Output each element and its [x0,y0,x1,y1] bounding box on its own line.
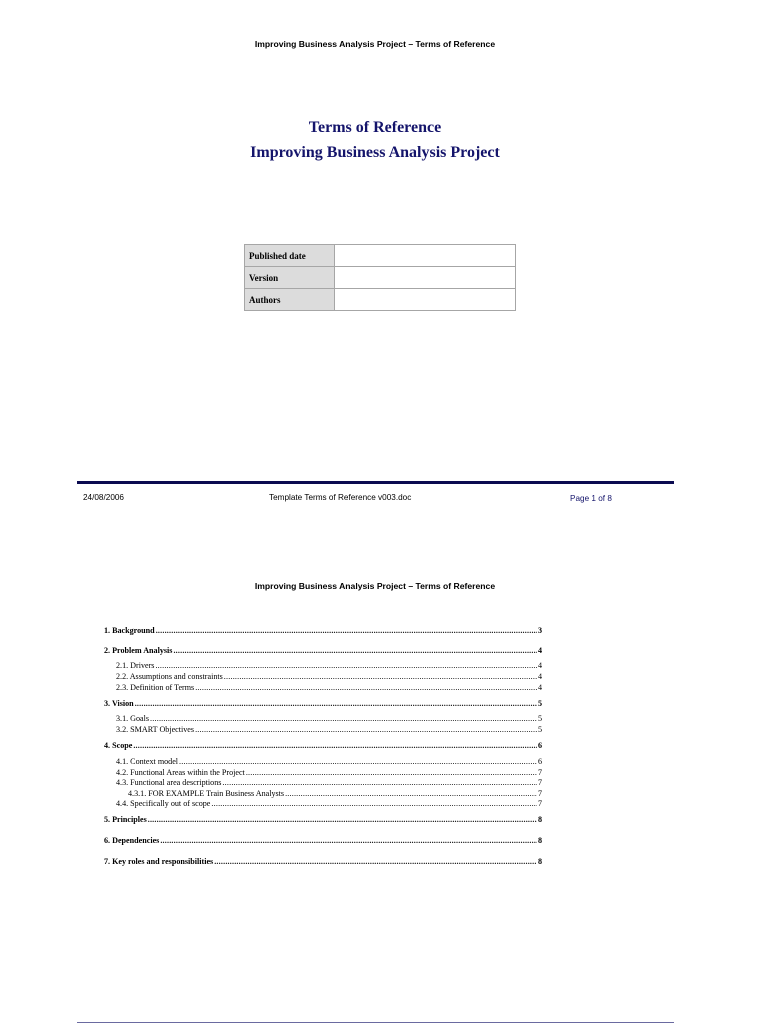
toc-entry-title: 4.3. Functional area descriptions [116,778,222,787]
footer-divider [77,481,674,484]
toc-dot-leader [160,836,537,846]
toc-entry-page: 4 [537,683,542,692]
footer-date: 24/08/2006 [83,493,124,502]
document-info-table [244,244,516,311]
toc-entry-title: 3.2. SMART Objectives [116,725,195,734]
toc-entry-page: 4 [537,672,542,681]
footer-divider [77,1022,674,1023]
toc-entry-page: 7 [537,778,542,787]
toc-dot-leader [195,683,537,693]
project-title: Improving Business Analysis Project [250,144,500,161]
running-header: Improving Business Analysis Project – Terms of Reference [254,39,496,49]
footer-filename: Template Terms of Reference v003.doc [269,493,412,502]
toc-entry[interactable] [104,857,542,867]
toc-entry-title: 4.3.1. FOR EXAMPLE Train Business Analysts [128,789,285,798]
info-row-authors [245,289,516,311]
toc-dot-leader [179,757,537,767]
toc-entry[interactable] [116,725,542,735]
info-value [335,289,516,311]
toc-entry-page: 4 [537,661,542,670]
toc-dot-leader [246,768,537,778]
toc-entry[interactable] [104,646,542,656]
toc-entry-page: 7 [537,789,542,798]
toc-entry[interactable] [104,815,542,825]
toc-entry[interactable] [116,778,542,788]
toc-entry[interactable] [116,799,542,809]
toc-dot-leader [150,714,537,724]
info-value [335,245,516,267]
toc-entry-page: 7 [537,799,542,808]
toc-entry-title: 2. Problem Analysis [104,646,173,655]
toc-entry-page: 7 [537,768,542,777]
toc-entry-page: 6 [537,757,542,766]
toc-dot-leader [173,646,537,656]
toc-entry[interactable] [104,836,542,846]
toc-entry-title: 3. Vision [104,699,134,708]
toc-dot-leader [156,626,537,636]
running-header: Improving Business Analysis Project – Terms of Reference [254,581,496,591]
toc-entry-title: 2.3. Definition of Terms [116,683,195,692]
toc-entry-title: 4. Scope [104,741,133,750]
toc-dot-leader [195,725,537,735]
toc-entry-title: 4.1. Context model [116,757,179,766]
toc-entry-page: 5 [537,725,542,734]
toc-dot-leader [211,799,537,809]
toc-entry-page: 4 [537,646,542,655]
toc-entry[interactable] [116,661,542,671]
toc-entry-title: 2.2. Assumptions and constraints [116,672,223,681]
toc-entry-page: 8 [537,836,542,845]
info-row-version [245,267,516,289]
toc-entry-page: 5 [537,699,542,708]
toc-entry-title: 5. Principles [104,815,147,824]
toc-entry-page: 8 [537,815,542,824]
toc-dot-leader [148,815,537,825]
toc-entry-page: 8 [537,857,542,866]
toc-dot-leader [222,778,537,788]
info-label: Published date [245,245,335,267]
info-label: Authors [245,289,335,311]
toc-dot-leader [224,672,537,682]
toc-entry-title: 7. Key roles and responsibilities [104,857,214,866]
toc-entry-title: 1. Background [104,626,155,635]
toc-entry-page: 3 [537,626,542,635]
toc-entry[interactable] [104,741,542,751]
toc-entry[interactable] [116,768,542,778]
toc-entry[interactable] [128,789,542,799]
toc-dot-leader [133,741,537,751]
toc-dot-leader [135,699,537,709]
toc-entry[interactable] [116,714,542,724]
toc-entry[interactable] [116,683,542,693]
info-label: Version [245,267,335,289]
toc-dot-leader [155,661,537,671]
info-row-published-date [245,245,516,267]
toc-entry[interactable] [116,757,542,767]
footer-page-number: Page 1 of 8 [570,494,612,503]
toc-entry-page: 6 [537,741,542,750]
toc-entry-title: 6. Dependencies [104,836,160,845]
toc-entry-title: 4.2. Functional Areas within the Project [116,768,245,777]
toc-entry-title: 3.1. Goals [116,714,150,723]
toc-entry-title: 4.4. Specifically out of scope [116,799,211,808]
toc-entry[interactable] [116,672,542,682]
toc-entry[interactable] [104,699,542,709]
toc-entry-title: 2.1. Drivers [116,661,155,670]
info-value [335,267,516,289]
toc-dot-leader [214,857,537,867]
document-title: Terms of Reference [308,119,442,136]
toc-entry[interactable] [104,626,542,636]
toc-entry-page: 5 [537,714,542,723]
toc-dot-leader [285,789,537,799]
